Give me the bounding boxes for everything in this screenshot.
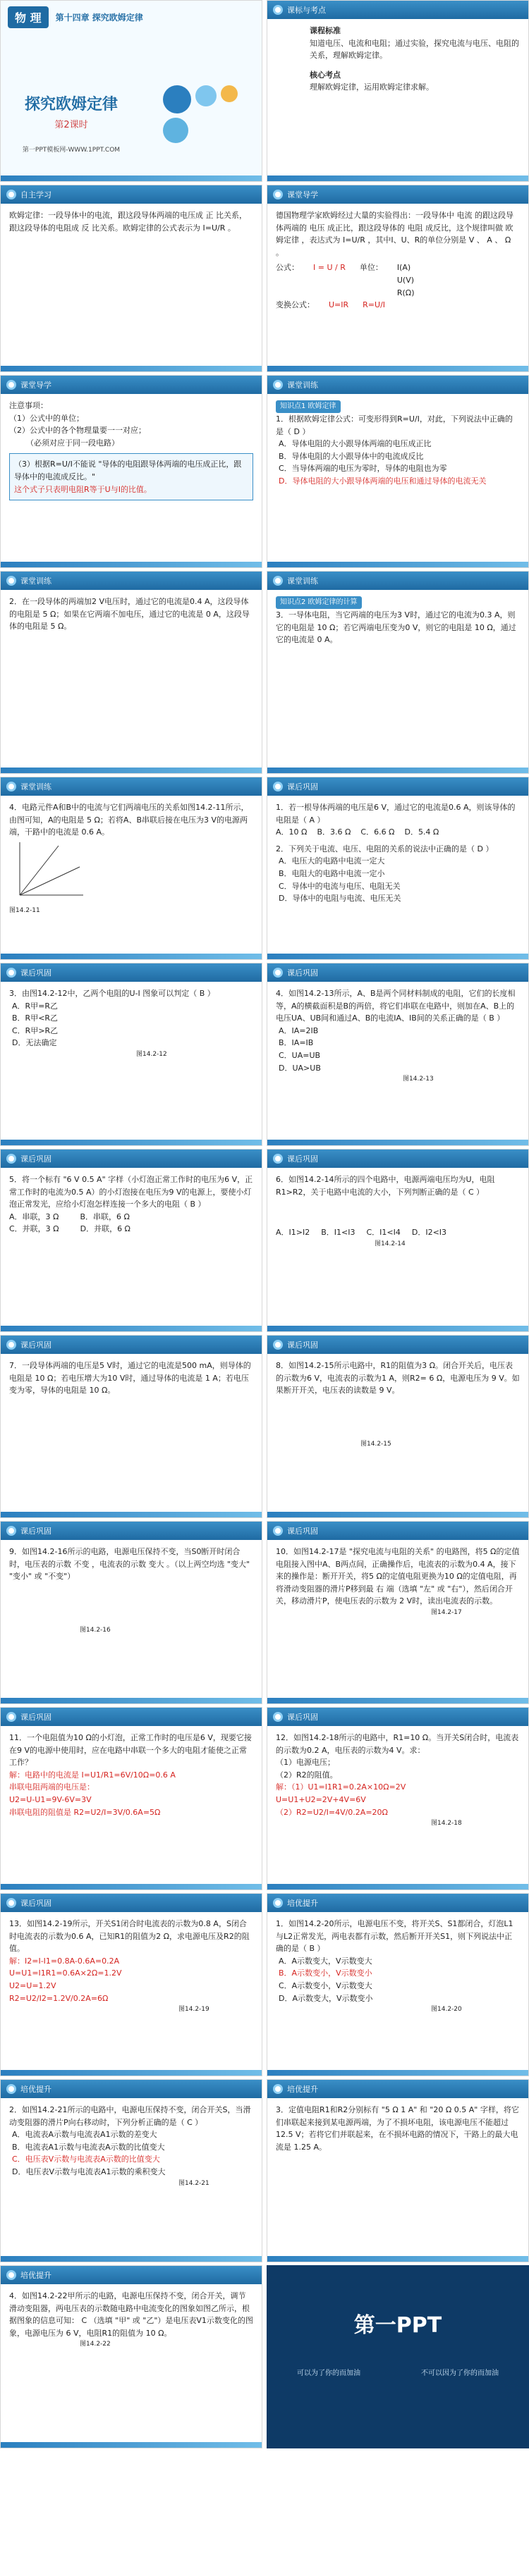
option: B．电流表A1示数与电流表A示数的比值变大 bbox=[12, 2142, 165, 2152]
slide-bar bbox=[267, 562, 528, 567]
row bbox=[0, 375, 529, 569]
slide-header bbox=[267, 185, 528, 204]
solution-line: 串联电阻的阻值是 R2=U2/I=3V/0.6A=5Ω bbox=[9, 1807, 161, 1817]
solution-line: 解：（1）U1=I1R1=0.2A×10Ω=2V bbox=[276, 1782, 406, 1792]
slide-bar bbox=[1, 954, 262, 959]
header-icon bbox=[273, 1154, 283, 1164]
slide-bar bbox=[267, 2070, 528, 2076]
list-item: （必须对应于同一段电路） bbox=[26, 438, 119, 448]
chapter-title: 第十四章 探究欧姆定律 bbox=[55, 13, 143, 23]
solution-line: 串联电阻两端的电压是： bbox=[9, 1782, 95, 1792]
slide-bar bbox=[1, 1140, 262, 1145]
row bbox=[0, 0, 529, 183]
header-icon bbox=[273, 968, 283, 978]
s7-body bbox=[1, 796, 262, 922]
note-text: （3）根据R=U/I不能说 "导体的电阻跟导体两端的电压成正比，跟导体中的电流成反比。" bbox=[14, 460, 242, 481]
header-label: 课标与考点 bbox=[287, 6, 326, 15]
header-label: 课后巩固 bbox=[20, 968, 51, 978]
row bbox=[0, 1335, 529, 1520]
figure-caption: 图14.2-17 bbox=[431, 1608, 462, 1616]
s2-text: 德国物理学家欧姆经过大量的实验得出：一段导体中 电流 的跟这段导体两端的 电压 成正比，跟这段导体的 电阻 成反比，这个规律叫做 欧姆定律 ，表达式为 I=U/R ，其中I、U、R的单位分别是 V 、 A 、 Ω 。 bbox=[276, 211, 513, 257]
s21-body bbox=[1, 2098, 262, 2194]
footer-logo: 第一PPT bbox=[353, 2313, 442, 2338]
s19-slide bbox=[0, 1893, 262, 2076]
footer-slogan: 不可以因为了你的而加油 bbox=[421, 2369, 499, 2377]
header-label: 课堂导学 bbox=[20, 381, 51, 390]
goals-slide bbox=[267, 0, 529, 182]
s11-body bbox=[1, 1168, 262, 1241]
question-text: 1．根据欧姆定律公式：可变形得到R=U/I，对此，下列说法中正确的是（ D ） bbox=[276, 414, 513, 436]
transform-row bbox=[276, 299, 520, 312]
s6-body bbox=[267, 590, 528, 652]
figure-caption: 图14.2-14 bbox=[375, 1240, 406, 1247]
row bbox=[0, 185, 529, 374]
s5-slide bbox=[0, 571, 262, 774]
s13-slide bbox=[0, 1335, 262, 1518]
slide-header bbox=[1, 777, 262, 796]
option-row bbox=[276, 826, 520, 839]
formula-item: R=U/I bbox=[363, 300, 386, 310]
option: D．A示数变大，V示数变小 bbox=[279, 1993, 373, 2003]
core-text: 理解欧姆定律，运用欧姆定律求解。 bbox=[310, 82, 434, 92]
row bbox=[0, 1893, 529, 2078]
header-label: 课后巩固 bbox=[287, 968, 318, 978]
option: B．3.6 Ω bbox=[317, 827, 351, 837]
question-text: 12．如图14.2-18所示的电路中，R1=10 Ω。当开关S闭合时，电流表的示数为0.2 A，电压表的示数为4 V。求： bbox=[276, 1733, 519, 1755]
question-text: 3．一导体电阻，当它两端的电压为3 V时，通过它的电流为0.3 A，则它的电阻是 10 Ω；若它两端电压变为0 V，则它的电阻是 10 Ω，通过它的电流是 0 A。 bbox=[276, 610, 516, 645]
header-label: 课后巩固 bbox=[287, 1154, 318, 1164]
formula: I = U / R bbox=[313, 263, 346, 273]
option: D．并联，6 Ω bbox=[80, 1224, 130, 1234]
slide-header bbox=[1, 2080, 262, 2098]
s15-slide bbox=[0, 1521, 262, 1704]
slide-bar bbox=[1, 768, 262, 773]
option: B．电阻大的电路中电流一定小 bbox=[279, 868, 385, 878]
solution-line: U=U1=I1R1=0.6A×2Ω=1.2V bbox=[9, 1968, 122, 1978]
question-text: 9．如图14.2-16所示的电路，电源电压保持不变，当S0断开时闭合时，电压表的示数 不变 ，电流表的示数 变大 。（以上两空均选 "变大" "变小" 或 "不变"） bbox=[9, 1547, 250, 1582]
header-icon bbox=[273, 576, 283, 586]
question-text: 4．如图14.2-22甲所示的电路，电源电压保持不变，闭合开关，调节滑动变阻器，两电压表的示数随电路中电流变化的图象如图乙所示，根据图象的信息可知： C （选填 "甲" 或 "乙"）是电压表V1示数变化的图象，电源电压为 6 V，电阻R1的阻值为 10 Ω。 bbox=[9, 2291, 253, 2338]
slide-bar bbox=[267, 1326, 528, 1331]
site-label: 第一PPT模板网-WWW.1PPT.COM bbox=[22, 147, 121, 154]
s11-slide bbox=[0, 1149, 262, 1332]
header-label: 培优提升 bbox=[20, 2271, 51, 2280]
option: B．IA=IB bbox=[279, 1038, 314, 1048]
figure-caption: 图14.2-19 bbox=[178, 2006, 209, 2014]
option: C．6.6 Ω bbox=[360, 827, 395, 837]
option: D．电压表V示数与电流表A1示数的乘积变大 bbox=[12, 2167, 166, 2176]
row bbox=[0, 2265, 529, 2576]
lesson-label: 第2课时 bbox=[54, 120, 88, 130]
s8-body bbox=[267, 796, 528, 911]
header-label: 课后巩固 bbox=[20, 1341, 51, 1350]
question-text: 13．如图14.2-19所示，开关S1闭合时电流表的示数为0.8 A，S闭合时电流表的示数为0.6 A，已知R1的阻值为2 Ω，求电源电压及R2的阻值。 bbox=[9, 1919, 250, 1954]
slide-bar bbox=[267, 1698, 528, 1703]
s9-slide bbox=[0, 963, 262, 1146]
slide-header bbox=[1, 1336, 262, 1354]
s16-body bbox=[267, 1540, 528, 1623]
option: A．I1>I2 bbox=[276, 1228, 310, 1238]
option: A．IA=2IB bbox=[279, 1025, 319, 1035]
slide-bar bbox=[1, 1326, 262, 1331]
note-box bbox=[9, 453, 253, 500]
slide-header bbox=[1, 2266, 262, 2284]
unit-item: I(A) bbox=[396, 263, 411, 273]
header-icon bbox=[6, 190, 16, 199]
question-text: 1．若一根导体两端的电压是6 V，通过它的电流是0.6 A，则该导体的电阻是（ A ） bbox=[276, 803, 516, 825]
question-text: 7．一段导体两端的电压是5 V时，通过它的电流是500 mA，则导体的电阻是 10 Ω；若电压增大为10 V时，通过导体的电流是 1 A；若电压变为零，导体的电阻是 10 Ω。 bbox=[9, 1361, 251, 1395]
header-label: 课后巩固 bbox=[20, 1527, 51, 1536]
question-text: 6．如图14.2-14所示的四个电路中，电源两端电压均为U，电阻R1>R2，关于电路中电流的大小，下列判断正确的是（ C ） bbox=[276, 1175, 495, 1197]
slide-bar bbox=[1, 2070, 262, 2076]
option: A．电流表A示数与电流表A1示数的差变大 bbox=[12, 2130, 157, 2140]
option: B．R甲<R乙 bbox=[12, 1013, 59, 1023]
row bbox=[0, 1521, 529, 1706]
slide-header bbox=[267, 376, 528, 394]
option: C．I1<I4 bbox=[366, 1228, 401, 1238]
s19-body bbox=[1, 1912, 262, 2021]
footer-slide bbox=[267, 2265, 529, 2448]
slide-header bbox=[267, 1708, 528, 1726]
header-label: 培优提升 bbox=[20, 2085, 51, 2094]
header-icon bbox=[273, 1340, 283, 1350]
option-row bbox=[9, 1211, 253, 1224]
header-icon bbox=[273, 380, 283, 390]
header-label: 课后巩固 bbox=[287, 782, 318, 791]
figure-caption: 图14.2-11 bbox=[9, 907, 40, 915]
solution-line: R2=U2/I2=1.2V/0.2A=6Ω bbox=[9, 1993, 109, 2003]
header-icon bbox=[273, 1898, 283, 1908]
option: D．导体电阻的大小跟导体两端的电压和通过导体的电流无关 bbox=[279, 476, 487, 486]
s1-slide bbox=[0, 185, 262, 372]
header-label: 课后巩固 bbox=[287, 1341, 318, 1350]
s23-body bbox=[1, 2284, 262, 2355]
option: A．串联，3 Ω bbox=[9, 1212, 59, 1221]
header-icon bbox=[273, 190, 283, 199]
header-label: 课堂训练 bbox=[20, 782, 51, 791]
header-label: 课堂训练 bbox=[287, 577, 318, 586]
header-label: 课堂训练 bbox=[287, 381, 318, 390]
cover-slide bbox=[0, 0, 262, 182]
slide-header bbox=[1, 376, 262, 394]
unit-label: 单位： bbox=[359, 263, 383, 273]
option: D．5.4 Ω bbox=[404, 827, 439, 837]
slide-bar bbox=[267, 1512, 528, 1517]
slide-bar bbox=[267, 1140, 528, 1145]
unit-item: U(V) bbox=[396, 275, 415, 285]
slide-header bbox=[267, 1894, 528, 1912]
s20-body bbox=[267, 1912, 528, 2021]
header-icon bbox=[6, 2270, 16, 2280]
header-label: 课堂训练 bbox=[20, 577, 51, 586]
row bbox=[0, 1707, 529, 1892]
slide-header bbox=[267, 2080, 528, 2098]
slide-header bbox=[267, 963, 528, 982]
s10-slide bbox=[267, 963, 529, 1146]
header-label: 课堂导学 bbox=[287, 190, 318, 199]
header-label: 课后巩固 bbox=[20, 1154, 51, 1164]
footer-slogans bbox=[267, 2367, 529, 2377]
question-text: 3．由图14.2-12中，乙两个电阻的U-I 图象可以判定（ B ） bbox=[9, 989, 215, 998]
decor-bubbles bbox=[163, 85, 248, 143]
header-label: 培优提升 bbox=[287, 1899, 318, 1908]
slide-bar bbox=[1, 175, 262, 181]
goal-text: 知道电压、电流和电阻；通过实验，探究电流与电压、电阻的关系，理解欧姆定律。 bbox=[310, 38, 519, 61]
s18-slide bbox=[267, 1707, 529, 1890]
slide-bar bbox=[1, 562, 262, 567]
question-text: 2．下列关于电流、电压、电阻的关系的说法中正确的是（ D ） bbox=[276, 844, 494, 853]
figure-caption: 图14.2-22 bbox=[80, 2341, 111, 2348]
s2-slide bbox=[267, 185, 529, 372]
question-text: 2．在一段导体的两端加2 V电压时，通过它的电流是0.4 A，这段导体的电阻是 5 Ω；如果在它两端不加电压，通过它的电流是 0 A，这段导体的电阻是 5 Ω。 bbox=[9, 597, 250, 631]
slide-bar bbox=[1, 2442, 262, 2448]
option: A．10 Ω bbox=[276, 827, 308, 837]
section-label: 知识点2 欧姆定律的计算 bbox=[276, 596, 362, 609]
slide-header bbox=[1, 1150, 262, 1168]
question-text: 10．如图14.2-17是 "探究电流与电阻的关系" 的电路图，将5 Ω的定值电阻接入图中A、B两点间，正确操作后，电流表的示数为0.4 A，接下来的操作是：断开开关，将5 Ω的定值电阻更换为10 Ω的定值电阻，再将滑动变阻器的滑片P移到最 右 端（选填 "左" 或 "右"），然后闭合开关，移动滑片P，使电压表的示数为 2 V时，读出电流表的示数。 bbox=[276, 1547, 520, 1606]
figure-caption: 图14.2-16 bbox=[80, 1626, 111, 1634]
list-item: （2）R2的阻值。 bbox=[276, 1770, 338, 1780]
row bbox=[0, 1149, 529, 1333]
s14-slide bbox=[267, 1335, 529, 1518]
s15-body bbox=[1, 1540, 262, 1641]
header-icon bbox=[273, 1712, 283, 1722]
option: C．导体中的电流与电压、电阻无关 bbox=[279, 881, 401, 891]
s16-slide bbox=[267, 1521, 529, 1704]
row bbox=[0, 2079, 529, 2264]
slide-header bbox=[1, 572, 262, 590]
row bbox=[0, 963, 529, 1147]
question-text: 11．一个电阻值为10 Ω的小灯泡，正常工作时的电压是6 V，现要它接在9 V的电源中使用时，应在电路中串联一个多大的电阻才能使之正常工作？ bbox=[9, 1733, 252, 1768]
option: C．当导体两端的电压为零时，导体的电阻也为零 bbox=[279, 464, 447, 474]
slide-header bbox=[267, 1, 528, 19]
core-title: 核心考点 bbox=[310, 70, 341, 80]
header-icon bbox=[6, 968, 16, 978]
unit-item: R(Ω) bbox=[396, 288, 415, 297]
header-label: 课后巩固 bbox=[20, 1899, 51, 1908]
s4-slide bbox=[267, 375, 529, 568]
slide-header bbox=[267, 1336, 528, 1354]
row bbox=[0, 777, 529, 961]
s7-slide bbox=[0, 777, 262, 960]
s9-body bbox=[1, 982, 262, 1065]
s2-body bbox=[267, 204, 528, 317]
s21-slide bbox=[0, 2079, 262, 2262]
solution-line: 解：I2=I-I1=0.8A-0.6A=0.2A bbox=[9, 1956, 120, 1966]
formula-item: U=IR bbox=[329, 300, 349, 310]
s14-body bbox=[267, 1354, 528, 1455]
slide-header bbox=[267, 777, 528, 796]
slide-bar bbox=[267, 768, 528, 773]
slide-bar bbox=[267, 175, 528, 181]
s23-slide bbox=[0, 2265, 262, 2448]
question-text: 4．如图14.2-13所示，A、B是两个同材料制成的电阻，它们的长度相等，A的横截面积是B的两倍，将它们串联在电路中，则加在A、B上的电压UA、UB间和通过A、B的电流IA、IB间的关系正确的是（ B ） bbox=[276, 989, 516, 1023]
header-icon bbox=[6, 576, 16, 586]
slide-header bbox=[267, 572, 528, 590]
figure-caption: 图14.2-15 bbox=[360, 1440, 391, 1448]
slide-header bbox=[1, 185, 262, 204]
subject-badge: 物 理 bbox=[8, 6, 49, 28]
list-item: （2）公式中的各个物理量要一一对应； bbox=[9, 426, 146, 436]
solution-line: （2）R2=U2/I=4V/0.2A=20Ω bbox=[276, 1807, 388, 1817]
option-row bbox=[9, 1223, 253, 1235]
s10-body bbox=[267, 982, 528, 1090]
figure-caption: 图14.2-20 bbox=[431, 2006, 462, 2014]
s6-slide bbox=[267, 571, 529, 774]
slide-header bbox=[1, 1894, 262, 1912]
option: D．I2<I3 bbox=[411, 1228, 447, 1238]
unit-list bbox=[397, 261, 415, 299]
header-icon bbox=[273, 5, 283, 15]
section-label: 知识点1 欧姆定律 bbox=[276, 400, 341, 413]
option: B．A示数变小，V示数变小 bbox=[279, 1968, 372, 1978]
cover-title-block bbox=[1, 92, 142, 154]
figure-caption: 图14.2-21 bbox=[178, 2179, 209, 2187]
question-text: 8．如图14.2-15所示电路中，R1的阻值为3 Ω。闭合开关后，电压表的示数为6 V，电流表的示数为1 A，则R2= 6 Ω，电源电压为 9 V。如果断开开关，电压表的读数是 9 V。 bbox=[276, 1361, 520, 1395]
header-icon bbox=[6, 782, 16, 791]
slide-header bbox=[1, 1522, 262, 1540]
header-icon bbox=[6, 2084, 16, 2094]
option: A．导体电阻的大小跟导体两端的电压成正比 bbox=[279, 439, 432, 449]
s3-intro: 注意事项： bbox=[9, 401, 48, 410]
footer-slogan: 可以为了你的而加油 bbox=[297, 2369, 360, 2377]
header-icon bbox=[6, 1340, 16, 1350]
question-text: 3．定值电阻R1和R2分别标有 "5 Ω 1 A" 和 "20 Ω 0.5 A" 字样，将它们串联起来接到某电源两端，为了不损坏电阻，该电源电压不能超过 12.5 V；若将它们并联起来，在不损坏电路的情况下，干路上的最大电流是 1.25 A。 bbox=[276, 2105, 519, 2152]
slide-header bbox=[267, 1522, 528, 1540]
question-text: 1．如图14.2-20所示，电源电压不变，将开关S、S1都闭合，灯泡L1与L2正常发光，两电表都有示数，然后断开开关S1，则下列说法中正确的是（ B ） bbox=[276, 1919, 513, 1954]
s17-slide bbox=[0, 1707, 262, 1890]
s8-slide bbox=[267, 777, 529, 960]
solution-line: U2=U-U1=9V-6V=3V bbox=[9, 1794, 92, 1804]
header-icon bbox=[273, 2084, 283, 2094]
slide-header bbox=[1, 963, 262, 982]
note-text: 这个式子只表明电阻R等于U与I的比值。 bbox=[14, 484, 152, 494]
option-row bbox=[276, 1226, 520, 1239]
solution-line: U=U1+U2=2V+4V=6V bbox=[276, 1794, 366, 1804]
option: A．A示数变大，V示数变大 bbox=[279, 1956, 372, 1966]
question-text: 4．电路元件A和B中的电流与它们两端电压的关系如图14.2-11所示，由图可知，A的电阻是 5 Ω；若将A、B串联后接在电压为3 V的电源两端，干路中的电流是 0.6 A。 bbox=[9, 803, 249, 837]
option: D．UA>UB bbox=[279, 1063, 321, 1073]
option: B．串联，6 Ω bbox=[80, 1212, 130, 1221]
header-icon bbox=[6, 1526, 16, 1536]
slide-header bbox=[267, 1150, 528, 1168]
s20-slide bbox=[267, 1893, 529, 2076]
s1-text: 欧姆定律：一段导体中的电流，跟这段导体两端的电压成 正 比关系，跟这段导体的电阻成 反 比关系。欧姆定律的公式表示为 I=U/R 。 bbox=[9, 211, 247, 233]
s3-slide bbox=[0, 375, 262, 568]
row bbox=[0, 571, 529, 775]
option: C．电压表V示数与电流表A示数的比值变大 bbox=[12, 2155, 160, 2164]
goal-title: 课程标准 bbox=[310, 26, 341, 35]
s12-slide bbox=[267, 1149, 529, 1332]
header-icon bbox=[6, 1712, 16, 1722]
s17-body bbox=[1, 1726, 262, 1824]
header-label: 自主学习 bbox=[20, 190, 51, 199]
option: A．电压大的电路中电流一定大 bbox=[279, 856, 385, 866]
figure-caption: 图14.2-18 bbox=[431, 1820, 462, 1828]
option: B．I1<I3 bbox=[321, 1228, 355, 1238]
slide-bar bbox=[1, 1884, 262, 1890]
goals-body bbox=[267, 19, 528, 99]
slide-bar bbox=[1, 2256, 262, 2262]
slide-header bbox=[1, 1708, 262, 1726]
option: C．A示数变小，V示数变大 bbox=[279, 1980, 372, 1990]
slide-bar bbox=[1, 1698, 262, 1703]
option: B．导体电阻的大小跟导体中的电流成反比 bbox=[279, 451, 424, 461]
ui-graph bbox=[9, 839, 87, 902]
cover-header bbox=[1, 1, 262, 34]
option: C．UA=UB bbox=[279, 1050, 321, 1060]
option: C．R甲>R乙 bbox=[12, 1025, 59, 1035]
header-label: 课后巩固 bbox=[20, 1713, 51, 1722]
header-label: 课后巩固 bbox=[287, 1713, 318, 1722]
formula-row bbox=[276, 261, 520, 299]
solution-line: U2=U=1.2V bbox=[9, 1980, 56, 1990]
s18-body bbox=[267, 1726, 528, 1835]
question-text: 5．将一个标有 "6 V 0.5 A" 字样（小灯泡正常工作时的电压为6 V，正常工作时的电流为0.5 A）的小灯泡接在电压为9 V的电源上，要使小灯泡正常发光，应给小灯泡怎样连接一个多大的电阻（ B ） bbox=[9, 1175, 253, 1209]
solution-line: 解：电路中的电流是 I=U1/R1=6V/10Ω=0.6 A bbox=[9, 1770, 176, 1780]
s12-body bbox=[267, 1168, 528, 1255]
header-icon bbox=[273, 1526, 283, 1536]
figure-caption: 图14.2-13 bbox=[403, 1076, 434, 1083]
slide-bar bbox=[267, 2256, 528, 2262]
s3-body bbox=[1, 394, 262, 510]
option: C．并联，3 Ω bbox=[9, 1224, 59, 1234]
list-item: （1）公式中的单位； bbox=[9, 413, 84, 423]
slide-bar bbox=[267, 366, 528, 371]
transform-label: 变换公式： bbox=[276, 300, 315, 310]
slide-bar bbox=[1, 1512, 262, 1517]
page-title: 探究欧姆定律 bbox=[24, 96, 118, 113]
question-text: 2．如图14.2-21所示的电路中，电源电压保持不变，闭合开关S，当滑动变阻器的滑片P向右移动时，下列分析正确的是（ C ） bbox=[9, 2105, 251, 2127]
header-icon bbox=[6, 1154, 16, 1164]
header-label: 培优提升 bbox=[287, 2085, 318, 2094]
header-icon bbox=[273, 782, 283, 791]
slide-bar bbox=[267, 954, 528, 959]
s22-slide bbox=[267, 2079, 529, 2262]
header-icon bbox=[6, 1898, 16, 1908]
option: D．导体中的电阻与电流、电压无关 bbox=[279, 894, 401, 904]
header-icon bbox=[6, 380, 16, 390]
header-label: 课后巩固 bbox=[287, 1527, 318, 1536]
option: A．R甲=R乙 bbox=[12, 1001, 59, 1011]
formula-label: 公式： bbox=[276, 263, 299, 273]
slide-bar bbox=[1, 366, 262, 371]
list-item: （1）电源电压； bbox=[276, 1758, 335, 1768]
option: D．无法确定 bbox=[12, 1038, 57, 1048]
s4-body bbox=[267, 394, 528, 493]
slide-bar bbox=[267, 1884, 528, 1890]
figure-caption: 图14.2-12 bbox=[136, 1050, 167, 1058]
